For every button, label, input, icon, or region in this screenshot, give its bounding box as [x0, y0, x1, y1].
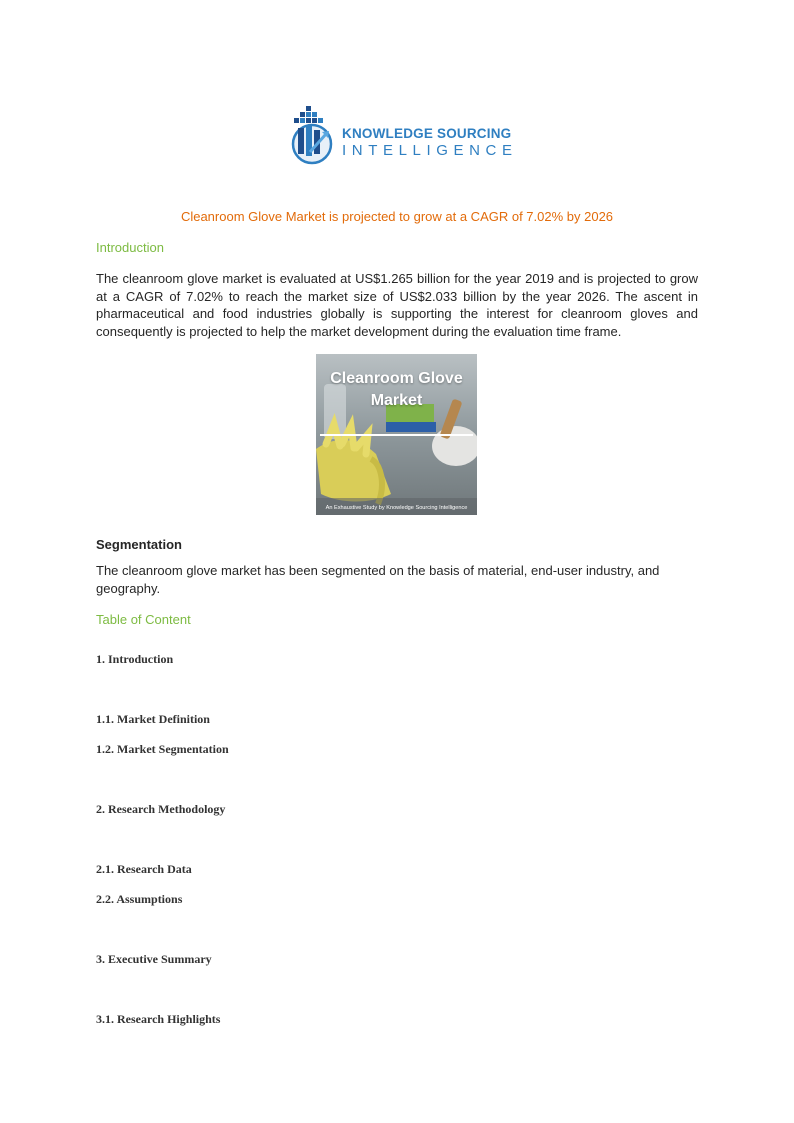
logo-wordmark-line1: KNOWLEDGE SOURCING: [342, 126, 512, 141]
cover-divider: [320, 434, 473, 436]
toc-item-3: 3. Executive Summary: [96, 952, 212, 966]
introduction-paragraph: The cleanroom glove market is evaluated at US$1.265 billion for the year 2019 and is projected to grow at a CAGR of 7.02% to reach the market size of US$2.033 billion by the year 2026. The ascent in pharmaceutical and food industries globally is supporting the interest for cleanroom gloves and consequently is projected to help the market development during the evaluation time frame.: [96, 271, 698, 339]
logo-wordmark-line2: INTELLIGENCE: [342, 142, 518, 159]
report-cover-image: [316, 354, 477, 515]
toc-item-1-2: 1.2. Market Segmentation: [96, 742, 229, 756]
toc-item-2-2: 2.2. Assumptions: [96, 892, 183, 906]
company-logo: [290, 104, 518, 166]
segmentation-paragraph: The cleanroom glove market has been segmented on the basis of material, end-user industry, and geography.: [96, 563, 660, 596]
toc-item-1: 1. Introduction: [96, 652, 174, 666]
building-chart-logo-icon: [290, 104, 340, 166]
cover-credit: An Exhaustive Study by Knowledge Sourcing Intelligence: [325, 505, 468, 511]
toc-item-1-1: 1.1. Market Definition: [96, 712, 210, 726]
toc-item-3-1: 3.1. Research Highlights: [96, 1012, 221, 1026]
cover-title-line1: Cleanroom Glove: [330, 370, 463, 387]
page-title: Cleanroom Glove Market is projected to grow at a CAGR of 7.02% by 2026: [180, 209, 614, 224]
cover-title: [316, 368, 477, 412]
toc-item-2: 2. Research Methodology: [96, 802, 226, 816]
toc-item-2-1: 2.1. Research Data: [96, 862, 192, 876]
cover-title-line2: Market: [370, 392, 423, 409]
introduction-heading: Introduction: [96, 240, 164, 255]
segmentation-heading: Segmentation: [96, 537, 182, 552]
toc-heading: Table of Content: [96, 612, 191, 627]
